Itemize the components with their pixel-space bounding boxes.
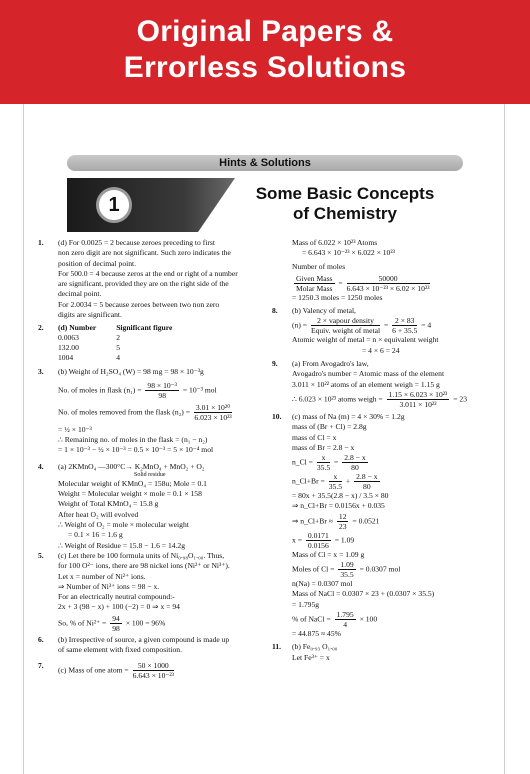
solution-7-continued: [272, 238, 497, 303]
text-line: ∴ Weight of O₂ = mole × molecular weight: [58, 520, 189, 530]
question-number: 9.: [272, 359, 278, 369]
text-line: ∴ Remaining no. of moles in the flask = (n₁ − n₂): [58, 434, 208, 444]
equation-line: No. of moles removed from the flask (n₂) = $\frac{\text{3.01 × 10²⁰}}{\text{6.023 × 10²³}}$: [58, 402, 232, 422]
banner-title-line2: Errorless Solutions: [123, 51, 407, 84]
text-line: Mass of 6.022 × 10²³ Atoms: [292, 238, 378, 247]
title-banner: [0, 0, 530, 104]
text-line: 2x + 3 (98 − x) + 100 (−2) = 0 ⇒ x = 94: [58, 602, 180, 612]
text-line: Let Fe³⁺ = x: [292, 652, 330, 662]
question-number: 10.: [272, 411, 282, 421]
equation-line: Moles of Cl = $\frac{1.09}{35.5}$ = 0.0307 mol: [292, 560, 401, 580]
text-line: (d) For 0.0025 = 2 because zeroes preceding to first: [58, 238, 215, 247]
text-line: = ½ × 10⁻³: [58, 424, 92, 434]
solution-1: [38, 238, 270, 320]
text-line: For an electrically neutral compound:-: [58, 592, 175, 602]
text-line: Number of moles: [292, 261, 346, 271]
solution-9: [272, 359, 497, 409]
reaction-equation: (a) 2KMnO₄ —300°C→ K₂MnO₄ + MnO₂ + O₂: [58, 461, 205, 471]
banner-title-line1: Original Papers &: [136, 15, 394, 48]
table-row: 132.00 5: [58, 343, 120, 353]
text-line: For 500.0 = 4 because zeros at the end or right of a number: [58, 268, 238, 278]
table-header-significant: Significant figure: [116, 323, 173, 333]
text-line: (b) Fe₀.₉₃ O₁.₀₀: [292, 642, 338, 652]
chapter-title-line1: Some Basic Concepts: [255, 184, 435, 203]
solution-5: [38, 551, 270, 633]
question-number: 6.: [38, 634, 44, 644]
solution-3: [38, 367, 270, 455]
text-line: (b) Irrespective of source, a given compound is made up: [58, 634, 230, 644]
equation-line: So, % of Ni²⁺ = $\frac{94}{98}$ × 100 = 96%: [58, 613, 166, 633]
text-line: (a) From Avogadro's law,: [292, 359, 369, 369]
right-column: [272, 238, 497, 663]
text-line: Weight of Total KMnO₄ = 15.8 g: [58, 499, 159, 509]
chapter-title-line2: of Chemistry: [293, 204, 397, 223]
solution-11: [272, 642, 497, 663]
question-number: 11.: [272, 642, 282, 652]
text-line: Weight = Molecular weight × mole = 0.1 × 158: [58, 489, 202, 499]
table-header-number: (d) Number: [58, 323, 97, 333]
text-line: of same element with fixed composition.: [58, 645, 183, 655]
question-number: 7.: [38, 661, 44, 671]
question-number: 5.: [38, 550, 44, 560]
text-line: for 100 O²⁻ ions, there are 98 nickel ions (Ni²⁺ or Ni³⁺).: [58, 561, 230, 571]
question-number: 8.: [272, 306, 278, 316]
question-number: 2.: [38, 323, 44, 333]
equation-line: No. of moles in flask (n₁) = $\frac{\text{98 × 10⁻³}}{98}$ = 10⁻³ mol: [58, 380, 217, 400]
text-line: Mass of NaCl = 0.0307 × 23 + (0.0307 × 35.5): [292, 589, 435, 599]
text-line: 3.011 × 10²² atoms of an element weigh = 1.15 g: [292, 379, 440, 389]
text-line: = 0.1 × 16 = 1.6 g: [68, 530, 123, 540]
text-line: mass of Br = 2.8 − x: [292, 442, 355, 452]
solution-2: [38, 323, 270, 363]
solution-7: [38, 661, 270, 680]
solution-4: [38, 462, 270, 551]
solution-10: [272, 412, 497, 639]
question-number: 1.: [38, 238, 44, 247]
text-line: Mass of Cl = x = 1.09 g: [292, 549, 365, 559]
equation-line: $\frac{\text{Given Mass}}{\text{Molar Mass}}$ = $\frac{50000}{\text{6.643 × 10⁻²³ × 6.02 × 10²³}}$: [296, 273, 430, 293]
solution-8: [272, 306, 497, 356]
equation-line: ⇒ n_Cl+Br ≈ $\frac{12}{23}$ = 0.0521: [292, 511, 380, 531]
left-column: [38, 238, 270, 680]
equation-line: x = $\frac{0.0171}{0.0156}$ = 1.09: [292, 530, 355, 550]
text-line: (c) Let there be 100 formula units of Ni₀.₉₈O₁.₀₀. Thus,: [58, 550, 225, 560]
text-line: Let x = number of Ni²⁺ ions.: [58, 571, 146, 581]
text-line: = 1.795g: [292, 599, 320, 609]
text-line: = 6.643 × 10⁻²³ × 6.022 × 10²³: [302, 248, 395, 258]
chapter-title: [232, 184, 458, 224]
text-line: After heat O₂ will evolved: [58, 509, 139, 519]
text-line: = 44.875 ≈ 45%: [292, 628, 341, 638]
text-line: (b) Valency of metal,: [292, 306, 356, 316]
text-line: digits are significant.: [58, 310, 122, 320]
solid-residue-label: Solid residue: [134, 471, 166, 478]
text-line: non zero digit are not significant. Such zero indicates the: [58, 248, 231, 258]
text-line: decimal point.: [58, 289, 102, 299]
section-header: Hints & Solutions: [67, 155, 463, 171]
text-line: n(Na) = 0.0307 mol: [292, 579, 353, 589]
question-number: 4.: [38, 461, 44, 471]
text-line: (c) mass of Na (m) = 4 × 30% = 1.2g: [292, 411, 405, 421]
text-line: = 1250.3 moles = 1250 moles: [292, 292, 383, 302]
text-line: are significant, provided they are on the right side of the: [58, 279, 229, 289]
equation-line: (c) Mass of one atom = $\frac{50 \times 1000}{\text{6.643 × 10⁻²³}}$: [58, 661, 174, 681]
text-line: Avogadro's number = Atomic mass of the element: [292, 369, 445, 379]
chapter-number-badge: 1: [96, 187, 132, 223]
equation-line: ∴ 6.023 × 10²³ atoms weigh = $\frac{\text{1.15 × 6.023 × 10²³}}{\text{3.011 × 10²²}}$ = 23: [292, 389, 467, 409]
significant-figures-table: [58, 323, 192, 363]
text-line: mass of Cl = x: [292, 432, 337, 442]
text-line: ⇒ Number of Ni³⁺ ions = 98 − x.: [58, 581, 160, 591]
text-line: = 1 × 10⁻³ − ½ × 10⁻³ = 0.5 × 10⁻³ = 5 × 10⁻⁴ mol: [58, 445, 214, 455]
equation-line: (n) = $\frac{\text{2 × vapour density}}{\text{Equiv. weight of metal}}$ = $\frac{2 \times 83}{6 + 35.5}$ = 4: [292, 316, 432, 336]
table-row: 0.0063 2: [58, 333, 120, 343]
solution-6: [38, 635, 270, 656]
text-line: Molecular weight of KMnO₄ = 158u; Mole = 0.1: [58, 478, 207, 488]
equation-line: % of NaCl = $\frac{1.795}{4}$ × 100: [292, 609, 378, 629]
table-row: 1004 4: [58, 353, 120, 363]
text-line: position of decimal point.: [58, 258, 137, 268]
text-line: (b) Weight of H₂SO₄ (W) = 98 mg = 98 × 10⁻³g: [58, 367, 204, 377]
text-line: = 4 × 6 = 24: [362, 345, 400, 355]
question-number: 3.: [38, 367, 44, 377]
equation-line: n_Cl+Br = $\frac{x}{35.5}$ + $\frac{2.8 - x}{80}$: [292, 472, 378, 492]
text-line: mass of (Br + Cl) = 2.8g: [292, 422, 367, 432]
text-line: ⇒ n_Cl+Br = 0.0156x + 0.035: [292, 501, 385, 511]
text-line: ∴ Weight of Residue = 15.8 − 1.6 = 14.2g: [58, 540, 186, 550]
text-line: Atomic weight of metal = n × equivalent weight: [292, 335, 439, 345]
text-line: For 2.0034 = 5 because zeroes between two non zero: [58, 299, 220, 309]
text-line: = 80x + 35.5(2.8 − x) / 3.5 × 80: [292, 491, 389, 501]
equation-line: n_Cl = $\frac{x}{35.5}$ = $\frac{2.8 - x}{80}$: [292, 453, 366, 473]
